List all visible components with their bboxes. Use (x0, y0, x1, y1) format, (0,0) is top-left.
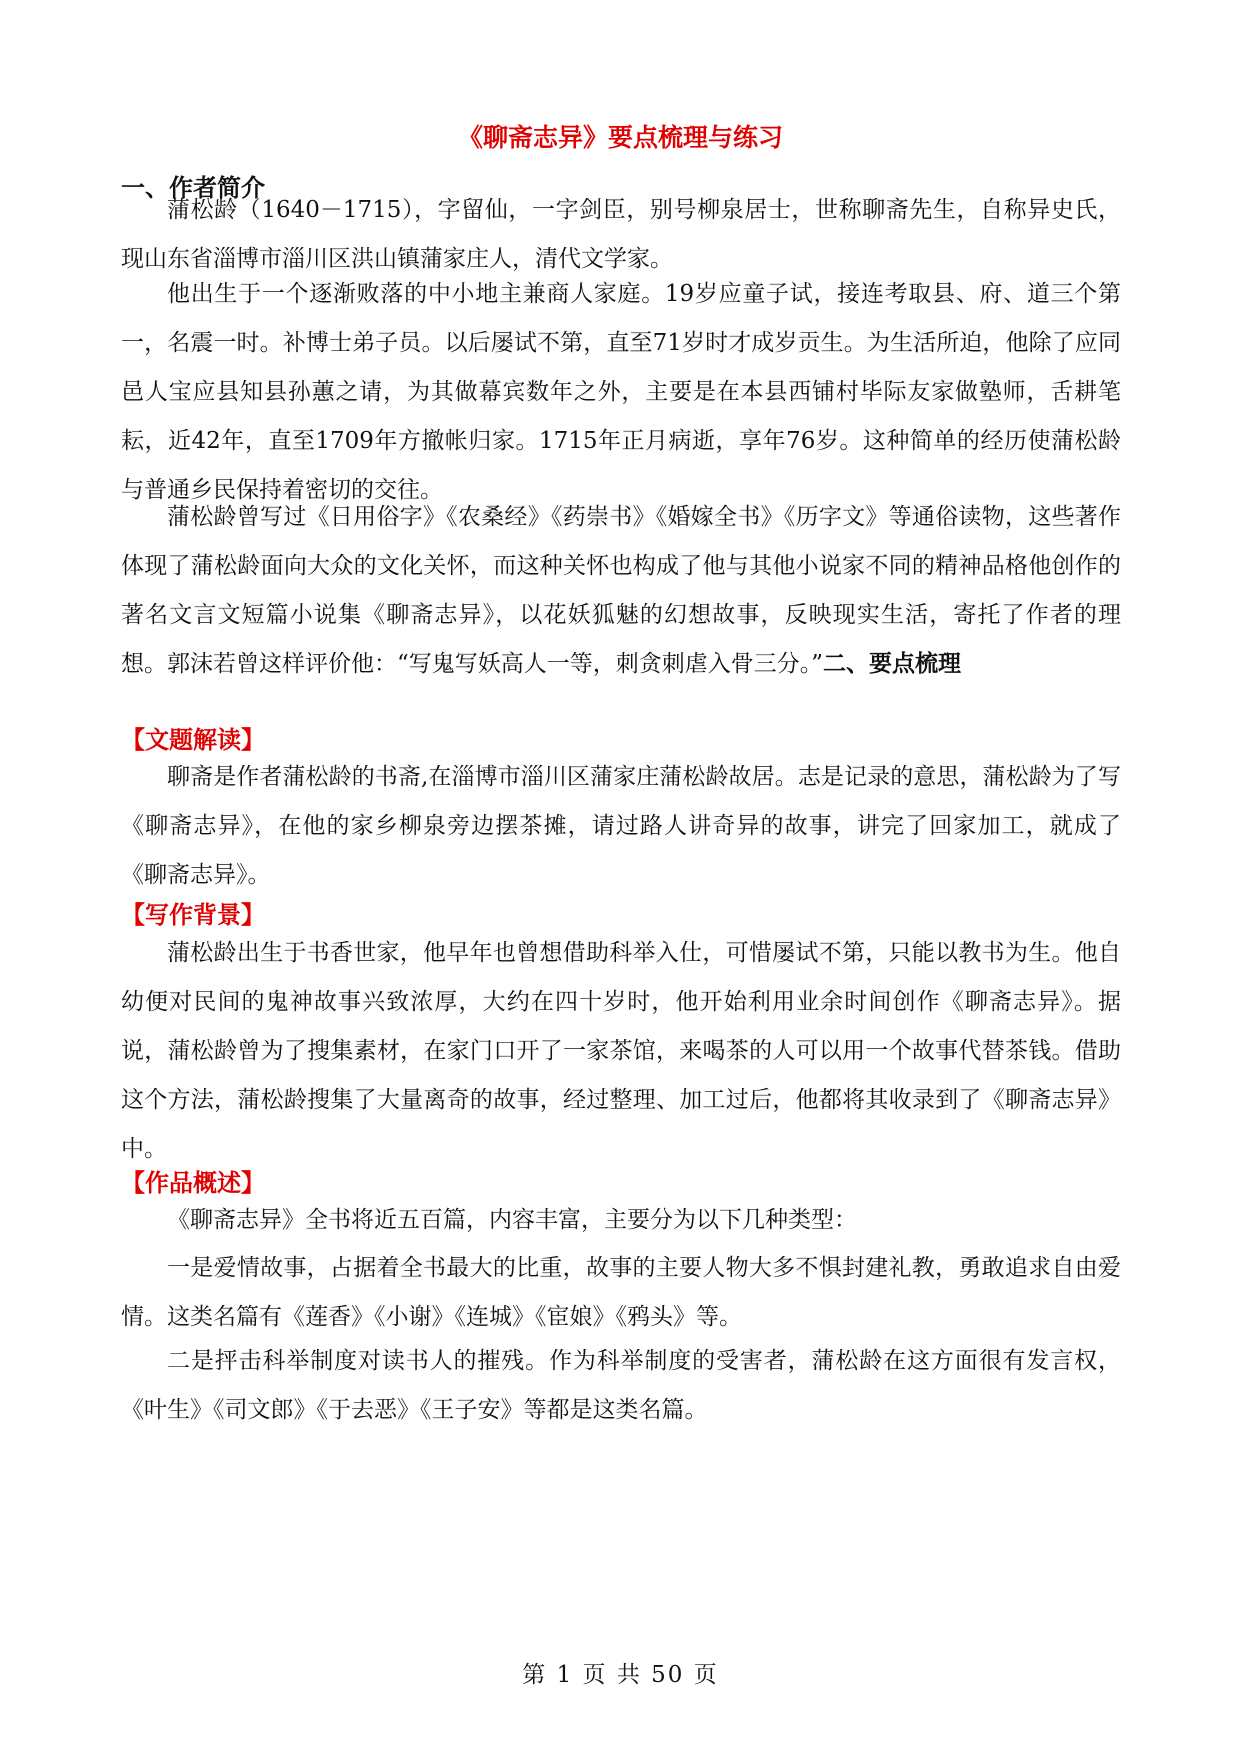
document-title: 《聊斋志异》要点梳理与练习 (457, 123, 783, 152)
author-works-text: 蒲松龄曾写过《日用俗字》《农桑经》《药崇书》《婚嫁全书》《历字文》等通俗读物，这些著作体现了蒲松龄面向大众的文化关怀，而这种关怀也构成了他与其他小说家不同的精神品格他创作的著名文言文短篇小说集《聊斋志异》，以花妖狐魅的幻想故事，反映现实生活，寄托了作者的理想。郭沫若曾这样评价他：“写鬼写妖高人一等，刺贪刺虐入骨三分。” (121, 504, 1121, 677)
paragraph-overview-imperial-exam: 二是抨击科举制度对读书人的摧残。作为科举制度的受害者，蒲松龄在这方面很有发言权，《叶生》《司文郎》《于去恶》《王子安》等都是这类名篇。 (121, 1348, 1121, 1423)
paragraph-title-interpretation: 聊斋是作者蒲松龄的书斋,在淄博市淄川区蒲家庄蒲松龄故居。志是记录的意思，蒲松龄为了写《聊斋志异》，在他的家乡柳泉旁边摆茶摊，请过路人讲奇异的故事，讲完了回家加工，就成了《聊斋志异》。 (121, 764, 1121, 888)
page-footer: 第 1 页 共 50 页 (522, 1662, 719, 1688)
paragraph-overview-love-stories: 一是爱情故事，占据着全书最大的比重，故事的主要人物大多不惧封建礼教，勇敢追求自由爱情。这类名篇有《莲香》《小谢》《连城》《宦娘》《鸦头》等。 (121, 1255, 1121, 1330)
paragraph-author-intro: 蒲松龄（1640－1715），字留仙，一字剑臣，别号柳泉居士，世称聊斋先生，自称异史氏，现山东省淄博市淄川区洪山镇蒲家庄人，清代文学家。 (121, 197, 1121, 272)
section-heading-author: 一、作者简介 (121, 174, 265, 202)
label-work-overview: 【作品概述】 (121, 1169, 265, 1197)
label-writing-background: 【写作背景】 (121, 901, 265, 929)
paragraph-author-works (121, 493, 1121, 689)
paragraph-writing-background: 蒲松龄出生于书香世家，他早年也曾想借助科举入仕，可惜屡试不第，只能以教书为生。他自幼便对民间的鬼神故事兴致浓厚，大约在四十岁时，他开始利用业余时间创作《聊斋志异》。据说，蒲松龄曾为了搜集素材，在家门口开了一家茶馆，来喝茶的人可以用一个故事代替茶钱。借助这个方法，蒲松龄搜集了大量离奇的故事，经过整理、加工过后，他都将其收录到了《聊斋志异》中。 (121, 940, 1121, 1162)
paragraph-overview-intro: 《聊斋志异》全书将近五百篇，内容丰富，主要分为以下几种类型： (167, 1207, 857, 1233)
section-heading-key-points: 二、要点梳理 (823, 651, 962, 677)
paragraph-author-life: 他出生于一个逐渐败落的中小地主兼商人家庭。19岁应童子试，接连考取县、府、道三个第一，名震一时。补博士弟子员。以后屡试不第，直至71岁时才成岁贡生。为生活所迫，他除了应同邑人宝应县知县孙蕙之请，为其做幕宾数年之外，主要是在本县西铺村毕际友家做塾师，舌耕笔耘，近42年，直至1709年方撤帐归家。1715年正月病逝，享年76岁。这种简单的经历使蒲松龄与普通乡民保持着密切的交往。 (121, 281, 1121, 503)
label-title-interpretation: 【文题解读】 (121, 726, 265, 754)
